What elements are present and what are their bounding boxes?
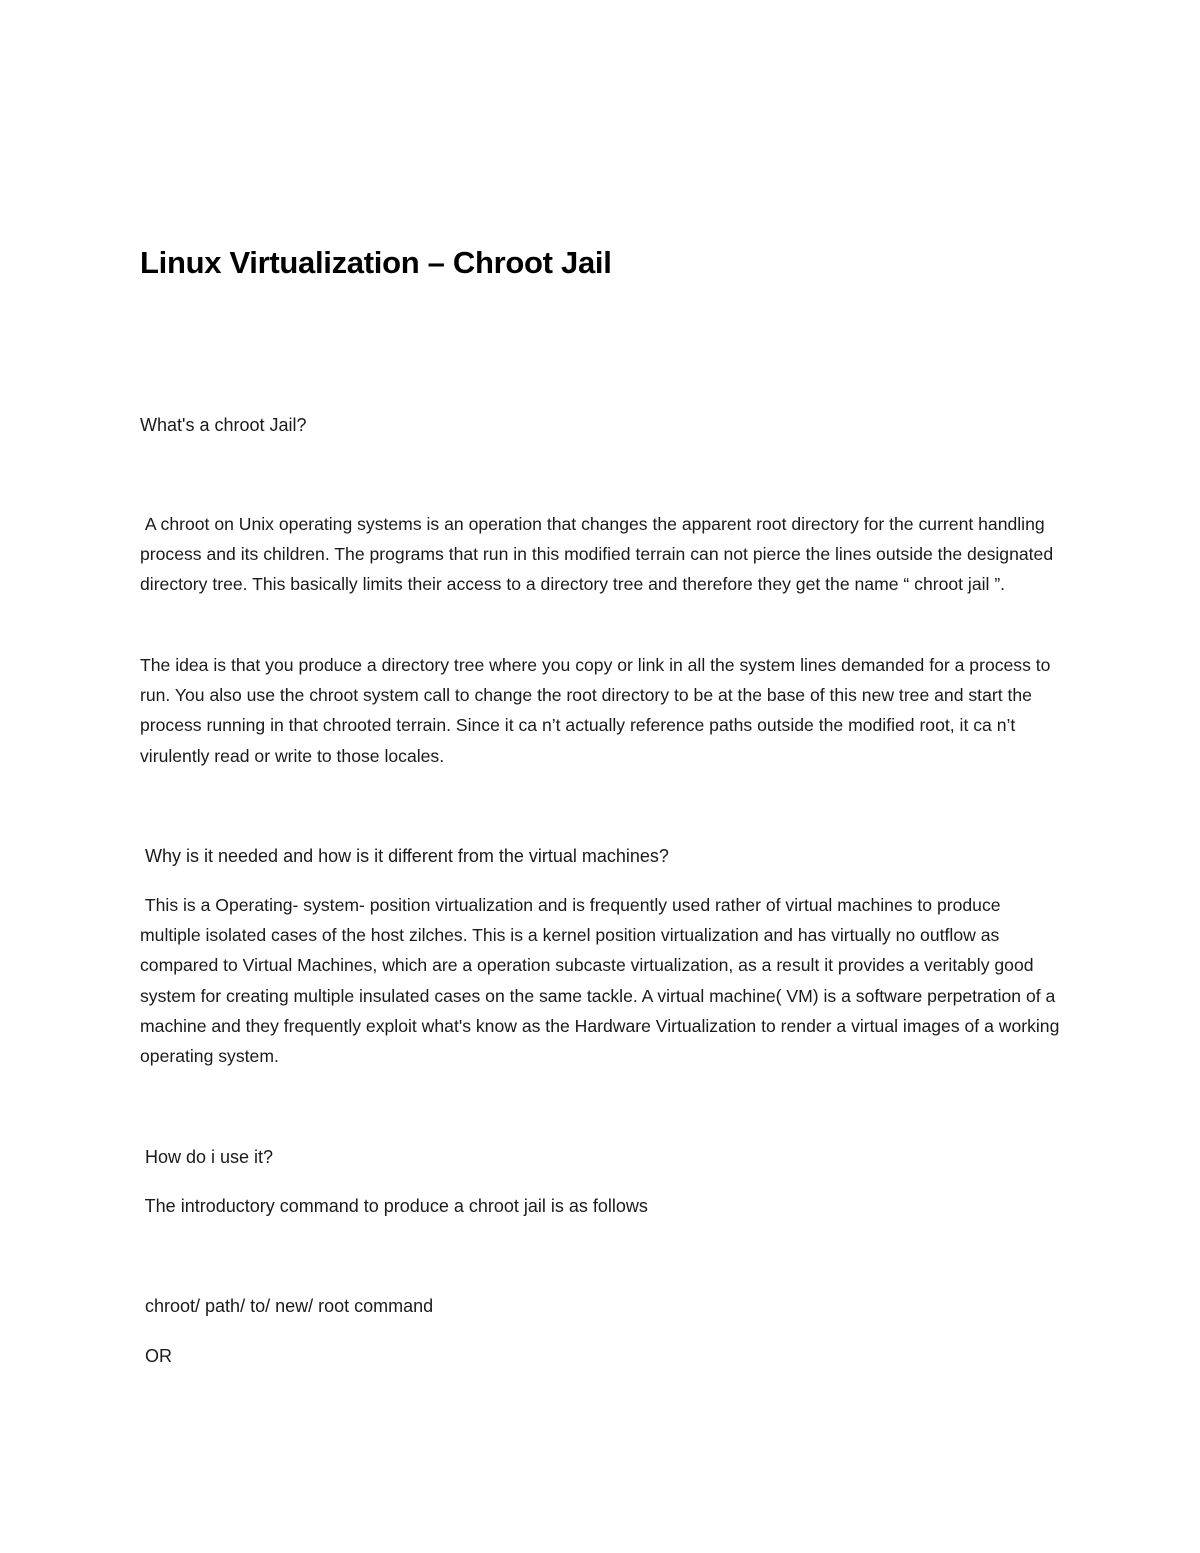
- paragraph-os-level-virtualization: This is a Operating- system- position virtualization and is frequently used rather of virtual machines to produce multiple isolated cases of the host zilches. This is a kernel position virtualization and has virtually no outflow as compared to Virtual Machines, which are a operation subcaste virtualization, as a result it provides a veritably good system for creating multiple insulated cases on the same tackle. A virtual machine( VM) is a software perpetration of a machine and they frequently exploit what's know as the Hardware Virtualization to render a virtual images of a working operating system.: [140, 895, 1065, 1067]
- question-how-to-use: How do i use it?: [140, 1147, 274, 1167]
- or-separator: OR: [140, 1346, 173, 1366]
- paragraph-chroot-idea: The idea is that you produce a directory tree where you copy or link in all the system lines demanded for a process to run. You also use the chroot system call to change the root directory to be at the base of this new tree and start the process running in that chrooted terrain. Since it ca n’t actually reference paths outside the modified root, it ca n’t virulently read or write to those locales.: [140, 655, 1051, 766]
- paragraph-intro-command: The introductory command to produce a chroot jail is as follows: [140, 1196, 648, 1216]
- question-why-needed: Why is it needed and how is it different from the virtual machines?: [140, 846, 669, 866]
- command-example: chroot/ path/ to/ new/ root command: [140, 1296, 434, 1316]
- paragraph-chroot-definition: A chroot on Unix operating systems is an operation that changes the apparent root directory for the current handling process and its children. The programs that run in this modified terrain can not pierce the lines outside the designated directory tree. This basically limits their access to a directory tree and therefore they get the name “ chroot jail ”.: [140, 514, 1059, 595]
- document-title: Linux Virtualization – Chroot Jail: [140, 245, 612, 280]
- question-what-is-chroot: What's a chroot Jail?: [140, 415, 307, 435]
